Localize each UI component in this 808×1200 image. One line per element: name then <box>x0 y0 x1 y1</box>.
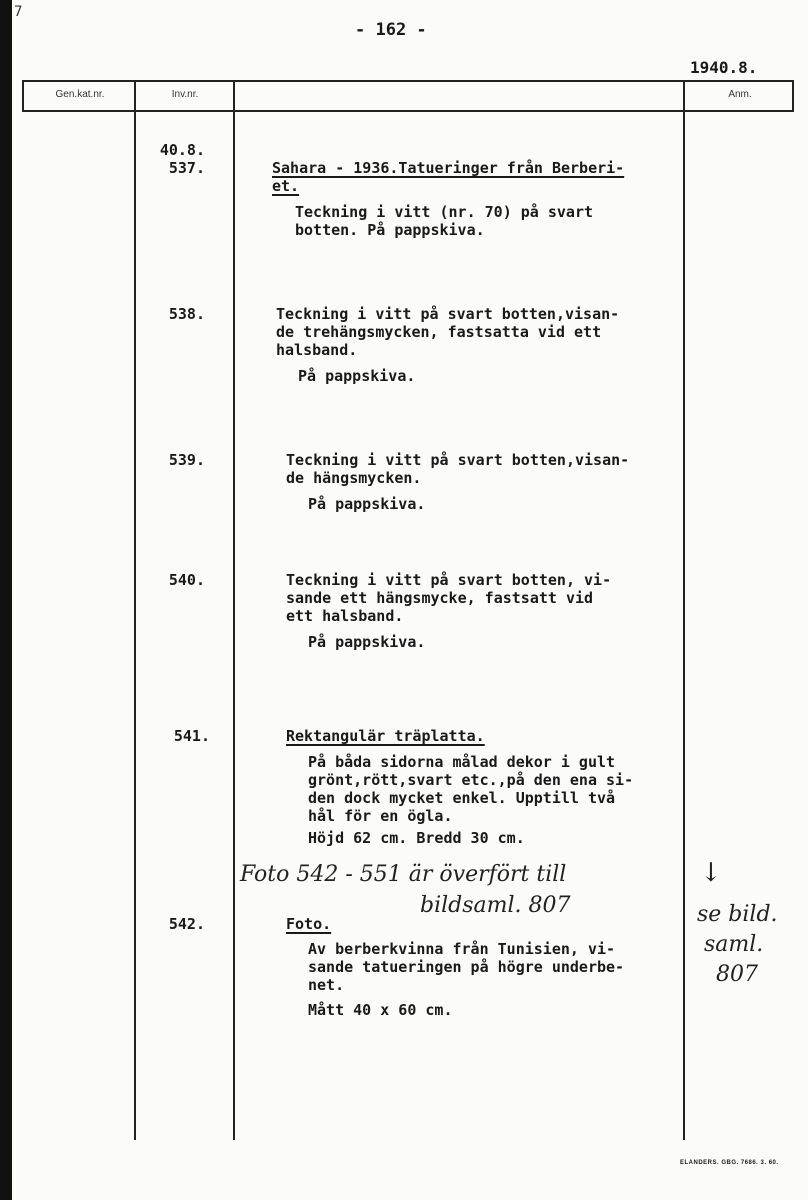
entry-text: Teckning i vitt (nr. 70) på svart <box>295 203 594 221</box>
anm-note-line2: saml. <box>704 932 764 957</box>
entry-text: sande ett hängsmycke, fastsatt vid <box>286 589 594 607</box>
column-rule-2 <box>233 80 235 1140</box>
top-date: 1940.8. <box>690 58 758 77</box>
page-number: - 162 - <box>355 20 427 40</box>
entry-text: sande tatueringen på högre underbe- <box>308 958 625 976</box>
handwritten-note-line1: Foto 542 - 551 är överfört till <box>240 862 567 887</box>
entry-text: På pappskiva. <box>308 495 426 513</box>
header-bottom-rule <box>22 110 792 112</box>
inventory-number: 539. <box>168 451 205 469</box>
anm-note-line1: se bild. <box>697 902 778 927</box>
entry-text: På pappskiva. <box>308 633 426 651</box>
inventory-number: 538. <box>168 305 205 323</box>
entry-text: den dock mycket enkel. Upptill två <box>308 789 616 807</box>
entry-title: Foto. <box>286 915 332 933</box>
entry-text: På båda sidorna målad dekor i gult <box>308 753 616 771</box>
header-top-rule <box>22 80 792 82</box>
inventory-number: 541. <box>173 727 210 745</box>
entry-text: Av berberkvinna från Tunisien, vi- <box>308 940 616 958</box>
entry-title: Rektangulär träplatta. <box>286 727 485 745</box>
entry-text: de hängsmycken. <box>286 469 422 487</box>
page-edge-bar <box>0 0 12 1200</box>
header-invnr: Inv.nr. <box>171 89 199 100</box>
entry-text: På pappskiva. <box>298 367 416 385</box>
entry-text: ett halsband. <box>286 607 404 625</box>
edge-mark: 7 <box>14 4 23 20</box>
left-border <box>22 80 24 112</box>
entry-text: hål för en ögla. <box>308 807 453 825</box>
printer-footer: ELANDERS. GBG. 7686. 3. 60. <box>680 1160 779 1166</box>
inventory-number: 542. <box>168 915 205 933</box>
arrow-down-icon: ↓ <box>700 858 722 888</box>
inventory-number: 537. <box>168 159 205 177</box>
entry-text: Höjd 62 cm. Bredd 30 cm. <box>308 829 525 847</box>
inventory-number: 540. <box>168 571 205 589</box>
entry-date: 40.8. <box>159 141 205 159</box>
entry-text: Mått 40 x 60 cm. <box>308 1001 453 1019</box>
header-genkat: Gen.kat.nr. <box>55 89 105 100</box>
handwritten-note-line2: bildsaml. 807 <box>420 893 571 918</box>
entry-text: de trehängsmycken, fastsatta vid ett <box>276 323 602 341</box>
entry-text: grönt,rött,svart etc.,på den ena si- <box>308 771 634 789</box>
column-rule-3 <box>683 80 685 1140</box>
header-anm: Anm. <box>728 89 752 100</box>
right-border <box>792 80 794 112</box>
entry-title-cont: et. <box>272 177 300 195</box>
column-rule-1 <box>134 80 136 1140</box>
entry-text: Teckning i vitt på svart botten,visan- <box>286 451 630 469</box>
entry-title: Sahara - 1936.Tatueringer från Berberi- <box>272 159 625 177</box>
entry-text: botten. På pappskiva. <box>295 221 485 239</box>
anm-note-line3: 807 <box>716 962 758 987</box>
entry-text: Teckning i vitt på svart botten,visan- <box>276 305 620 323</box>
entry-text: net. <box>308 976 345 994</box>
entry-text: Teckning i vitt på svart botten, vi- <box>286 571 612 589</box>
entry-text: halsband. <box>276 341 358 359</box>
